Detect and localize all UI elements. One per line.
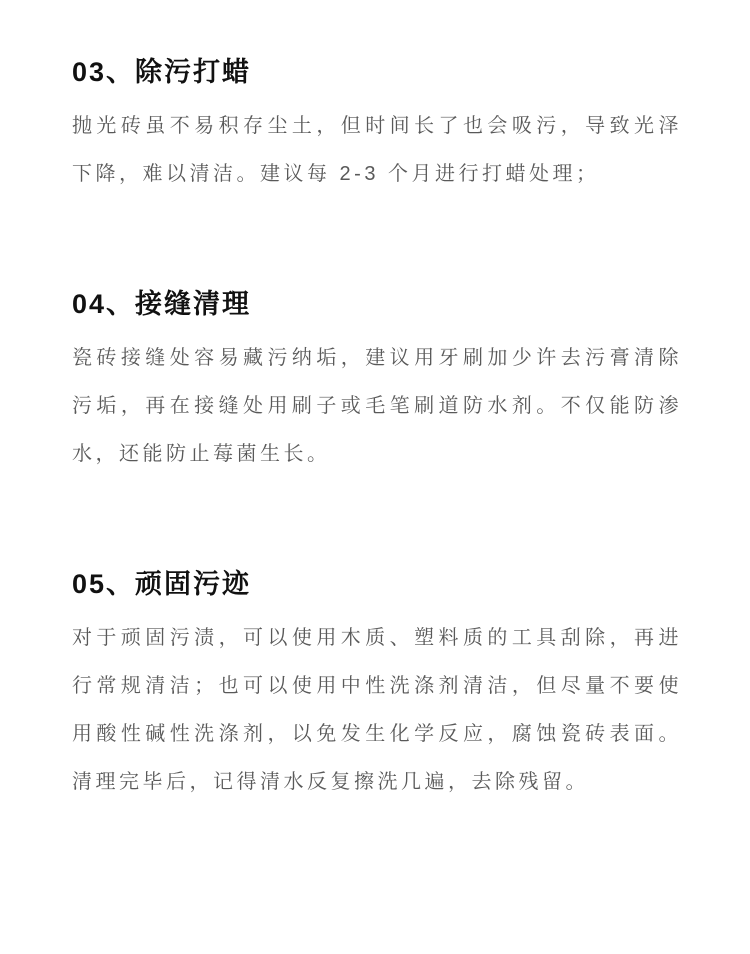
section-body: 瓷砖接缝处容易藏污纳垢，建议用牙刷加少许去污膏清除污垢，再在接缝处用刷子或毛笔刷道防水剂。不仅能防渗水，还能防止莓菌生长。 <box>72 347 682 465</box>
section-title: 05、顽固污迹 <box>72 569 252 599</box>
section-04-seam-cleaning <box>72 286 682 478</box>
section-body: 抛光砖虽不易积存尘土，但时间长了也会吸污，导致光泽下降，难以清洁。建议每 2-3 个月进行打蜡处理； <box>72 115 682 185</box>
section-05-stubborn-stains <box>72 566 682 806</box>
section-title: 03、除污打蜡 <box>72 57 252 87</box>
section-03-waxing <box>72 54 682 198</box>
section-body: 对于顽固污渍，可以使用木质、塑料质的工具刮除，再进行常规清洁；也可以使用中性洗涤剂清洁，但尽量不要使用酸性碱性洗涤剂，以免发生化学反应，腐蚀瓷砖表面。清理完毕后，记得清水反复擦洗几遍，去除残留。 <box>72 627 682 793</box>
section-title: 04、接缝清理 <box>72 289 252 319</box>
